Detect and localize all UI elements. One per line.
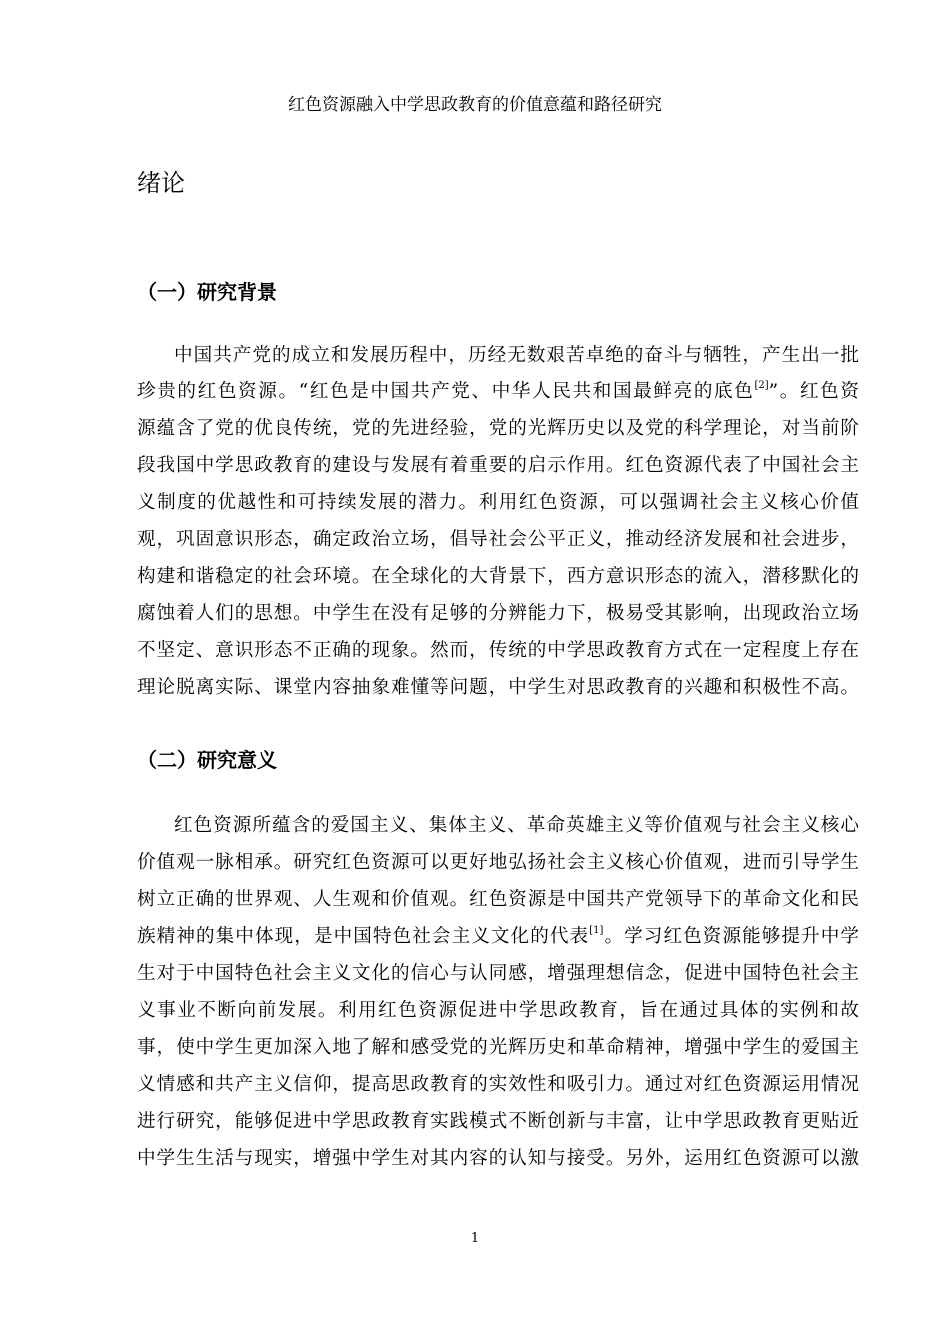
paragraph-line: 中国共产党的成立和发展历程中，历经无数艰苦卓绝的奋斗与牺牲，产生出一批 [174,345,859,366]
paragraph-line: 段我国中学思政教育的建设与发展有着重要的启示作用。红色资源代表了中国社会主 [137,455,859,476]
paragraph-line: 理论脱离实际、课堂内容抽象难懂等问题，中学生对思政教育的兴趣和积极性不高。 [137,677,859,698]
paragraph-line [137,924,859,950]
paragraph-text: 珍贵的红色资源。“红色是中国共产党、中华人民共和国最鲜亮的底色 [137,381,755,402]
paragraph-line: 生对于中国特色社会主义文化的信心与认同感，增强理想信念，促进中国特色社会主 [137,963,859,984]
running-header: 红色资源融入中学思政教育的价值意蕴和路径研究 [288,95,662,115]
paragraph-line: 义事业不断向前发展。利用红色资源促进中学思政教育，旨在通过具体的实例和故 [137,1000,859,1021]
section-title-significance: （二）研究意义 [137,748,277,772]
paragraph-line: 不坚定、意识形态不正确的现象。然而，传统的中学思政教育方式在一定程度上存在 [137,640,859,661]
paragraph-line: 价值观一脉相承。研究红色资源可以更好地弘扬社会主义核心价值观，进而引导学生 [137,852,859,873]
section-title-background: （一）研究背景 [137,280,277,304]
citation-ref: [2] [754,379,769,391]
paragraph-line: 源蕴含了党的优良传统，党的先进经验，党的光辉历史以及党的科学理论，对当前阶 [137,418,859,439]
page-number: 1 [470,1231,480,1246]
paragraph-text: 族精神的集中体现，是中国特色社会主义文化的代表 [137,926,590,947]
paragraph-line: 进行研究，能够促进中学思政教育实践模式不断创新与丰富，让中学思政教育更贴近 [137,1111,859,1132]
paragraph-line: 义制度的优越性和可持续发展的潜力。利用红色资源，可以强调社会主义核心价值 [137,492,859,513]
paragraph-line: 树立正确的世界观、人生观和价值观。红色资源是中国共产党领导下的革命文化和民 [137,889,859,910]
chapter-title: 绪论 [137,169,185,197]
paragraph-line: 中学生生活与现实，增强中学生对其内容的认知与接受。另外，运用红色资源可以激 [137,1148,859,1169]
paragraph-line: 红色资源所蕴含的爱国主义、集体主义、革命英雄主义等价值观与社会主义核心 [174,815,859,836]
paragraph-text: 。学习红色资源能够提升中学 [603,926,859,947]
paragraph-line: 构建和谐稳定的社会环境。在全球化的大背景下，西方意识形态的流入，潜移默化的 [137,566,859,587]
paragraph-line: 观，巩固意识形态，确定政治立场，倡导社会公平正义，推动经济发展和社会进步， [137,529,859,550]
paragraph-text: ”。红色资 [768,381,859,402]
paragraph-line: 义情感和共产主义信仰，提高思政教育的实效性和吸引力。通过对红色资源运用情况 [137,1074,859,1095]
citation-ref: [1] [589,924,604,936]
paragraph-line: 腐蚀着人们的思想。中学生在没有足够的分辨能力下，极易受其影响，出现政治立场 [137,603,859,624]
paragraph-line: 事，使中学生更加深入地了解和感受党的光辉历史和革命精神，增强中学生的爱国主 [137,1037,859,1058]
paragraph-line [137,379,859,405]
